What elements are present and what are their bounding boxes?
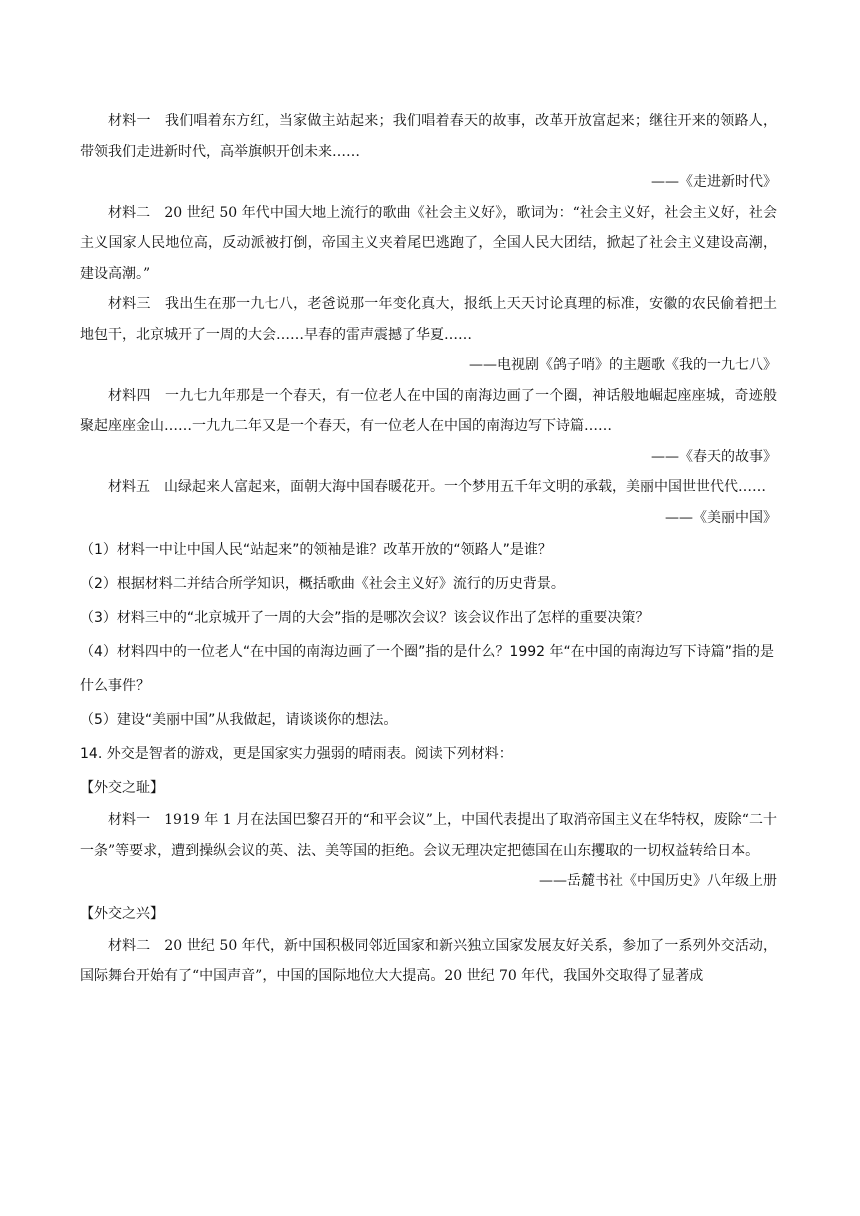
question-14-intro: 14. 外交是智者的游戏，更是国家实力强弱的晴雨表。阅读下列材料： <box>80 746 513 762</box>
document-content <box>80 106 777 992</box>
question-3: （3）材料三中的“北京城开了一周的大会”指的是哪次会议？该会议作出了怎样的重要决策？ <box>80 610 650 626</box>
material-5-source: ——《美丽中国》 <box>665 509 777 526</box>
material-3-text: 材料三 我出生在那一九七八，老爸说那一年变化真大，报纸上天天讨论真理的标准，安徽的农民偷着把土地包干，北京城开了一周的大会……早春的雷声震撼了华夏…… <box>80 296 777 343</box>
material-1-source: ——《走进新时代》 <box>651 174 777 190</box>
question-1: （1）材料一中让中国人民“站起来”的领袖是谁？改革开放的“领路人”是谁？ <box>80 542 552 558</box>
question-2: （2）根据材料二并结合所学知识，概括歌曲《社会主义好》流行的历史背景。 <box>80 576 565 592</box>
material-1-text: 材料一 我们唱着东方红，当家做主站起来；我们唱着春天的故事，改革开放富起来；继往开来的领路人，带领我们走进新时代，高举旗帜开创未来…… <box>80 113 777 160</box>
question-5: （5）建设“美丽中国”从我做起，请谈谈你的想法。 <box>80 712 398 728</box>
material-4-text: 材料四 一九七九年那是一个春天，有一位老人在中国的南海边画了一个圈，神话般地崛起座座城，奇迹般聚起座座金山……一九九二年又是一个春天，有一位老人在中国的南海边写下诗篇…… <box>80 387 777 434</box>
material-3-source: ——电视剧《鸽子哨》的主题歌《我的一九七八》 <box>469 357 777 373</box>
q14-material-2-text: 材料二 20 世纪 50 年代，新中国积极同邻近国家和新兴独立国家发展友好关系，参加了一系列外交活动，国际舞台开始有了“中国声音”，中国的国际地位大大提高。20 世纪 70 年代，我国外交取得了显著成 <box>80 937 777 984</box>
q14-material-1-source: ——岳麓书社《中国历史》八年级上册 <box>539 873 777 889</box>
material-2-text: 材料二 20 世纪 50 年代中国大地上流行的歌曲《社会主义好》，歌词为：“社会主义好，社会主义好，社会主义国家人民地位高，反动派被打倒，帝国主义夹着尾巴逃跑了，全国人民大团结，掀起了社会主义建设高潮，建设高潮。” <box>80 204 777 282</box>
material-4-source: ——《春天的故事》 <box>651 448 777 465</box>
question-4: （4）材料四中的一位老人“在中国的南海边画了一个圈”指的是什么？1992 年“在中国的南海边写下诗篇”指的是什么事件？ <box>80 644 774 694</box>
section-heading-shame: 【外交之耻】 <box>80 780 164 796</box>
section-heading-rise: 【外交之兴】 <box>80 905 164 922</box>
material-5-text: 材料五 山绿起来人富起来，面朝大海中国春暖花开。一个梦用五千年文明的承载，美丽中国世世代代…… <box>108 479 766 495</box>
q14-material-1-text: 材料一 1919 年 1 月在法国巴黎召开的“和平会议”上，中国代表提出了取消帝国主义在华特权，废除“二十一条”等要求，遭到操纵会议的英、法、美等国的拒绝。会议无理决定把德国在山东攫取的一切权益转给日本。 <box>80 812 777 859</box>
